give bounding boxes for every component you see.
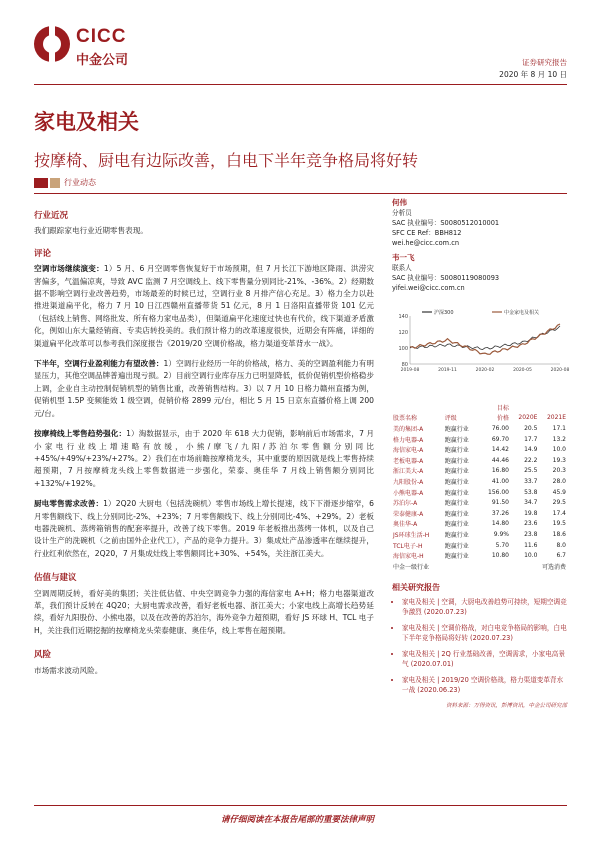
table-cell: 海信家电-A xyxy=(393,447,424,455)
table-header xyxy=(444,402,479,413)
table-cell: 苏泊尔-A xyxy=(393,500,418,508)
table-cell: 22.2 xyxy=(524,456,538,464)
table-header: 2021E xyxy=(546,414,566,422)
table-cell: 跑赢行业 xyxy=(444,447,469,455)
para-lead: 按摩椅线上零售趋势强化： xyxy=(34,429,127,439)
table-cell: 41.00 xyxy=(491,477,509,485)
table-cell: 14.42 xyxy=(491,446,509,454)
table-row xyxy=(392,540,567,551)
page-subtitle: 按摩椅、厨电有边际改善，白电下半年竞争格局将好转 xyxy=(34,151,419,170)
analyst-name: 何伟 xyxy=(392,198,407,207)
related-item[interactable]: • 家电及相关 | 空调价格战，对白电竞争格局的影响，白电下半年竞争格局将好转 (2020.07.23) xyxy=(402,623,567,643)
analyst-sac: SAC 执业编号：S0080119080093 xyxy=(392,274,500,282)
table-row xyxy=(392,497,567,508)
paragraph-ac-market xyxy=(34,263,374,350)
brand-name-en: CICC xyxy=(76,26,127,47)
table-row xyxy=(392,434,567,445)
table-cell: 跑赢行业 xyxy=(444,553,469,561)
table-cell: 37.26 xyxy=(491,509,509,517)
table-cell: 156.00 xyxy=(488,488,509,496)
analyst-email[interactable]: yifei.wei@cicc.com.cn xyxy=(392,284,465,292)
legend-label: 沪深300 xyxy=(434,310,454,316)
y-tick-label: 100 xyxy=(398,346,408,352)
table-header: 评级 xyxy=(444,415,457,423)
table-cell: 33.7 xyxy=(524,477,538,485)
series-line xyxy=(410,324,560,354)
table-row xyxy=(392,508,567,519)
table-cell: 小熊电器-A xyxy=(393,489,424,497)
table-header xyxy=(538,402,567,413)
table-cell: 69.70 xyxy=(491,435,509,443)
table-cell: 53.8 xyxy=(524,488,538,496)
para-lead: 下半年，空调行业盈利能力有望改善： xyxy=(34,359,164,369)
analyst-role: 分析员 xyxy=(392,209,412,217)
section-heading-risk: 风险 xyxy=(34,650,52,661)
table-cell: 奥佳华-A xyxy=(393,521,418,529)
paragraph-kitchen xyxy=(34,498,374,560)
valuation-paragraph: 空调周期反转，看好美的集团；关注低估值、中央空调竞争力强的海信家电 A+H；格力电器渠道改革，我们预计反转在 4Q20；大厨电需求改善，看好老板电器、浙江美大；小家电线上高增长趋势延续，看好九阳股份、小熊电器，以及在改善的苏泊尔，海外竞争力超预期，看好 JS 环球 H、TCL 电子 H，关注我们近期挖掘的按摩椅龙头荣泰健康、奥佳华，线上零售在超预期。 xyxy=(34,588,374,635)
related-research xyxy=(392,583,567,711)
table-cell: 跑赢行业 xyxy=(444,489,469,497)
table-cell: 跑赢行业 xyxy=(444,521,469,529)
table-cell: 跑赢行业 xyxy=(444,436,469,444)
table-cell: TCL电子-H xyxy=(393,542,423,550)
analyst-sfc: SFC CE Ref：BBH812 xyxy=(392,229,462,237)
paragraph-ac-profit xyxy=(34,358,374,420)
table-header xyxy=(510,402,538,413)
table-cell: 美的集团-A xyxy=(393,425,424,433)
table-cell: 20.3 xyxy=(552,467,566,475)
table-cell: 44.46 xyxy=(491,456,509,464)
main-column xyxy=(34,210,374,677)
footer-divider xyxy=(34,805,567,806)
table-cell: 6.7 xyxy=(556,552,566,560)
stock-table-wrap xyxy=(392,402,567,572)
x-tick-label: 2019-11 xyxy=(438,368,457,373)
page-title: 家电及相关 xyxy=(34,109,139,134)
y-tick-label: 120 xyxy=(398,330,408,336)
related-item[interactable]: • 家电及相关 | 2Q 行业基础改善，空调需求，小家电高景气 (2020.07.01) xyxy=(402,649,567,669)
analyst-sac: SAC 执业编号：S0080512010001 xyxy=(392,219,500,227)
table-header: 价格 xyxy=(496,415,509,423)
related-item[interactable]: • 家电及相关 | 2019/20 空调价格战，格力渠道变革背水一战 (2020.06.23) xyxy=(402,675,567,695)
table-cell: 跑赢行业 xyxy=(444,510,469,518)
table-cell: 荣泰健康-A xyxy=(393,510,424,518)
stock-table xyxy=(392,402,567,572)
table-cell: 浙江美大-A xyxy=(393,468,424,476)
table-source: 中金一级行业 xyxy=(393,563,430,571)
table-row xyxy=(392,466,567,477)
table-cell: 28.0 xyxy=(552,477,566,485)
table-cell: 25.5 xyxy=(524,467,538,475)
cicc-logo-icon xyxy=(34,26,70,62)
table-cell: 跑赢行业 xyxy=(444,531,469,539)
table-cell: 格力电器-A xyxy=(393,436,424,444)
table-row xyxy=(392,550,567,561)
x-tick-label: 2019-08 xyxy=(400,368,420,373)
para-body: 1）淘数据显示，由于 2020 年 618 大力促销，影响前后市场需求，7 月小家电行业线上增速略有放缓，小熊/摩飞/九阳/苏泊尔零售额分别同比+45%/+49%/+23%/+27%。2）我们在市场前瞻按摩椅龙头，其中重要的原因就是线上零售持续超预期，7 月按摩椅龙头线上零售数据进一步强化，荣泰、奥佳华 7 月线上销售额分别同比+132%/+192%。 xyxy=(34,429,374,488)
table-cell: 10.0 xyxy=(524,552,538,560)
table-cell: 18.6 xyxy=(552,530,566,538)
report-date: 2020 年 8 月 10 日 xyxy=(499,70,567,79)
table-cell: 14.80 xyxy=(491,520,509,528)
table-cell: 跑赢行业 xyxy=(444,500,469,508)
table-cell: 20.5 xyxy=(524,424,538,432)
tag-marker-icon xyxy=(34,178,48,188)
table-cell: 17.7 xyxy=(524,435,538,443)
para-lead: 空调市场继续演变： xyxy=(34,264,104,274)
table-cell: 10.0 xyxy=(552,446,566,454)
table-row xyxy=(392,423,567,434)
table-cell: 16.80 xyxy=(491,467,509,475)
table-cell: 76.00 xyxy=(491,424,509,432)
x-tick-label: 2020-05 xyxy=(513,368,532,373)
x-tick-label: 2020-08 xyxy=(550,368,570,373)
table-cell: 17.1 xyxy=(552,424,566,432)
analyst-role: 联系人 xyxy=(392,264,412,272)
table-cell: 23.6 xyxy=(524,520,538,528)
table-cell: 跑赢行业 xyxy=(444,478,469,486)
table-cell: 19.8 xyxy=(524,509,538,517)
table-cell: 17.4 xyxy=(552,509,566,517)
y-tick-label: 80 xyxy=(401,362,408,368)
table-cell: 跑赢行业 xyxy=(444,425,469,433)
related-item[interactable]: • 家电及相关 | 空调，大厨电改善趋势可持续，短期空调竞争激烈 (2020.07.23) xyxy=(402,597,567,617)
table-row xyxy=(392,444,567,455)
related-heading: 相关研究报告 xyxy=(392,583,440,592)
table-cell: 老板电器-A xyxy=(393,457,424,465)
risk-paragraph: 市场需求波动风险。 xyxy=(34,665,103,675)
table-cell: 海信家电-H xyxy=(393,553,424,561)
legal-notice: 请仔细阅读在本报告尾部的重要法律声明 xyxy=(220,815,374,825)
section-heading-recent: 行业近况 xyxy=(34,211,69,221)
para-body: 1）空调行业经历一年的价格战，格力、美的空调盈利能力有明显压力，其他空调品牌普遍出现亏损。2）目前空调行业库存压力已明显降低，低价促销机型价格稳步上调，企业自主动控制促销机型的销售比重，改善销售结构。3）以 7 月 10 日格力赣州直播为例，促销机型 1.5P 变频能效 1 级空调，促销价格 2899 元/台，相比 5 月 15 日京东直播价格上调 200 元/台。 xyxy=(34,359,375,418)
table-cell: 14.9 xyxy=(524,446,538,454)
brand-name-cn: 中金公司 xyxy=(76,53,129,68)
tag-marker-accent-icon xyxy=(50,178,60,188)
recent-paragraph: 我们跟踪家电行业近期零售表现。 xyxy=(34,226,148,236)
y-tick-label: 140 xyxy=(398,314,408,320)
paragraph-massage-chair xyxy=(34,428,374,490)
table-cell: 跑赢行业 xyxy=(444,457,469,465)
table-header: 目标 xyxy=(496,404,509,412)
section-heading-comment: 评论 xyxy=(34,248,52,259)
index-chart xyxy=(392,306,570,376)
para-lead: 厨电零售需求改善： xyxy=(34,499,104,509)
table-cell: 8.0 xyxy=(556,541,566,549)
table-cell: 45.9 xyxy=(552,488,566,496)
table-header xyxy=(392,402,444,413)
table-cell: 13.2 xyxy=(552,435,566,443)
tag-divider xyxy=(34,193,567,194)
table-cell: 19.5 xyxy=(552,520,566,528)
table-cell: 91.50 xyxy=(491,499,509,507)
table-cell: 19.3 xyxy=(552,456,566,464)
header-divider xyxy=(34,84,567,85)
table-cell: 5.70 xyxy=(495,541,509,549)
report-tag: 行业动态 xyxy=(64,178,96,187)
x-tick-label: 2020-02 xyxy=(475,368,495,373)
section-heading-valuation: 估值与建议 xyxy=(34,573,77,584)
analyst-email[interactable]: wei.he@cicc.com.cn xyxy=(392,239,459,247)
table-cell: 29.5 xyxy=(552,499,566,507)
analyst-block xyxy=(392,198,567,293)
table-cell: 九阳股份-A xyxy=(393,478,424,486)
table-row xyxy=(392,487,567,498)
table-row xyxy=(392,519,567,530)
para-body: 1）2Q20 大厨电（包括洗碗机）零售市场线上增长提速，线下下滑逐步缩窄，6 月零售额线下、线上分别同比-2%、+23%；7 月零售额线下、线上分别同比-4%、+29%。2）老板电器洗碗机、蒸烤箱销售的配套率提升，改善了线下零售。2019 年老板推出蒸烤一体机，以及自己设计生产的洗碗机（之前由国外企业代工），产品的竞争力提升。3）集成灶产品渗透率在继续提升，行业红利依然在，2Q20，7 月集成灶线上零售额同比+30%、+54%，关注浙江美大。 xyxy=(34,499,375,558)
para-body: 1）5 月、6 月空调零售恢复好于市场预期，但 7 月长江下游地区降雨、洪涝灾害偏多，气温偏凉爽，导致 AVC 监测 7 月空调线上、线下零售量分别同比-21%、-36%。2）经期数据不影响空调行业改善趋势，市场最差的时候已过，空调行业 8 月排产信心充足。3）格力全力以赴推进渠道扁平化，格力 7 月 10 日江西赣州直播带货 51 亿元，8 月 1 日洛阳直播带货 101 亿元（包括线上销售、网络批发、所有格力家电品类），但渠道扁平化速度过快也有代价，线下渠道矛盾激化，例如山东大量经销商、专卖店转投美的。我们预计格力的改革速度很快，近期会有阵痛，详细的渠道扁平化改革可以参考我们深度报告《2019/20 空调价格战，格力渠道变革背水一战》。 xyxy=(34,264,375,348)
table-row xyxy=(392,455,567,466)
legend-label: 中金家电及相关 xyxy=(504,310,540,316)
table-cell: 10.80 xyxy=(491,552,509,560)
analyst-name: 韦一飞 xyxy=(392,253,415,262)
table-cell: 11.6 xyxy=(524,541,538,549)
table-row xyxy=(392,529,567,540)
table-row xyxy=(392,476,567,487)
table-cell: 跑赢行业 xyxy=(444,468,469,476)
table-cell: JS环球生活-H xyxy=(393,531,430,539)
table-cell: 23.8 xyxy=(524,530,538,538)
report-type: 证券研究报告 xyxy=(522,58,567,67)
table-cell: 跑赢行业 xyxy=(444,542,469,550)
table-cell: 34.7 xyxy=(524,499,538,507)
table-note: 可选消费 xyxy=(541,563,566,571)
source-note: 资料来源：万得资讯，彭博资讯，中金公司研究部 xyxy=(445,703,567,709)
table-cell: 9.9% xyxy=(493,530,509,538)
table-header: 股票名称 xyxy=(393,415,418,423)
table-header: 2020E xyxy=(518,414,538,422)
